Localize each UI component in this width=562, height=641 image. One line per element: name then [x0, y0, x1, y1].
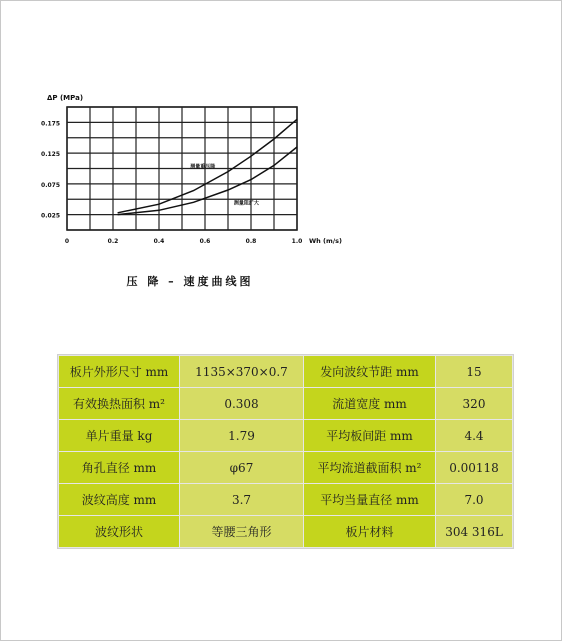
spec-value-cell: 0.308 — [180, 388, 303, 419]
spec-value-cell: 15 — [436, 356, 512, 387]
spec-label-cell: 波纹高度 mm — [59, 484, 179, 515]
spec-value-cell: 1.79 — [180, 420, 303, 451]
table-row — [59, 452, 512, 483]
spec-table-wrap — [57, 354, 514, 549]
pressure-drop-chart — [30, 85, 350, 295]
spec-value-cell: 4.4 — [436, 420, 512, 451]
chart-svg — [30, 85, 350, 265]
spec-label-cell: 平均流道截面积 m² — [304, 452, 435, 483]
spec-label-cell: 板片外形尺寸 mm — [59, 356, 179, 387]
x-tick-label: 0.8 — [245, 238, 257, 245]
spec-label-cell: 有效换热面积 m² — [59, 388, 179, 419]
y-tick-label: 0.175 — [41, 120, 60, 128]
spec-value-cell: φ67 — [180, 452, 303, 483]
table-row — [59, 484, 512, 515]
x-tick-label: 0.4 — [153, 238, 165, 245]
chart-title: 压 降 – 速度曲线图 — [126, 275, 254, 288]
spec-label-cell: 单片重量 kg — [59, 420, 179, 451]
spec-label-cell: 板片材料 — [304, 516, 435, 547]
chart-grid — [67, 107, 297, 230]
spec-value-cell: 等腰三角形 — [180, 516, 303, 547]
x-tick-label: 0.6 — [199, 238, 211, 245]
series-line-2 — [118, 147, 297, 215]
spec-value-cell: 320 — [436, 388, 512, 419]
spec-value-cell: 7.0 — [436, 484, 512, 515]
spec-label-cell: 角孔直径 mm — [59, 452, 179, 483]
spec-value-cell: 3.7 — [180, 484, 303, 515]
spec-value-cell: 0.00118 — [436, 452, 512, 483]
table-row — [59, 388, 512, 419]
series-label-2: 测量阻扩大 — [233, 200, 259, 207]
spec-value-cell: 1135×370×0.7 — [180, 356, 303, 387]
spec-table — [57, 354, 514, 549]
table-row — [59, 356, 512, 387]
spec-label-cell: 发向波纹节距 mm — [304, 356, 435, 387]
series-label-1: 测量重压降 — [190, 164, 216, 171]
spec-label-cell: 流道宽度 mm — [304, 388, 435, 419]
spec-label-cell: 波纹形状 — [59, 516, 179, 547]
spec-label-cell: 平均板间距 mm — [304, 420, 435, 451]
y-tick-label: 0.075 — [41, 181, 60, 189]
x-tick-label: 0 — [64, 238, 70, 245]
x-axis-label: Wh (m/s) — [309, 237, 343, 245]
x-tick-label: 1.0 — [291, 238, 303, 245]
y-tick-label: 0.025 — [41, 212, 60, 220]
table-row — [59, 516, 512, 547]
spec-value-cell: 304 316L — [436, 516, 512, 547]
y-tick-label: 0.125 — [41, 151, 60, 159]
spec-label-cell: 平均当量直径 mm — [304, 484, 435, 515]
y-axis-label: ΔP (MPa) — [47, 94, 84, 102]
table-row — [59, 420, 512, 451]
x-tick-label: 0.2 — [107, 238, 119, 245]
